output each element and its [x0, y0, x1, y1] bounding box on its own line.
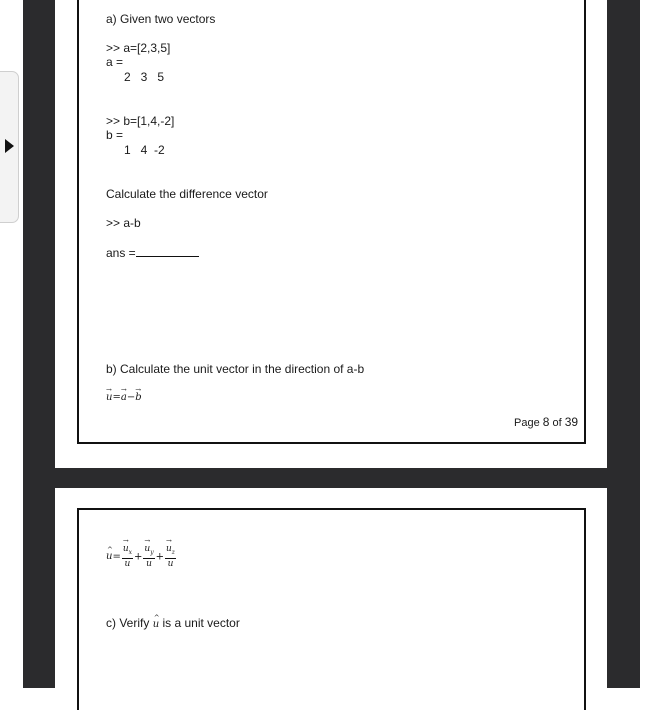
part-b-heading: b) Calculate the unit vector in the direction of a-b	[106, 362, 365, 376]
page-border	[77, 508, 586, 710]
vec-uy: → u	[144, 544, 150, 555]
part-c-suffix: is a unit vector	[159, 616, 240, 630]
a-values: 2 3 5	[124, 70, 165, 84]
plus-sign: +	[134, 551, 143, 563]
unit-vector-components-equation	[106, 544, 177, 570]
vec-ux: → u	[123, 544, 129, 555]
eq-equals: =	[112, 551, 121, 563]
vec-u: → u	[106, 391, 112, 405]
footer-of: of	[549, 417, 565, 429]
sub-y: y	[150, 548, 154, 556]
unit-vector-equation	[106, 391, 142, 405]
b-values: 1 4 -2	[124, 143, 165, 157]
command-a: >> a=[2,3,5]	[106, 41, 171, 55]
sidebar-toggle-tab[interactable]	[0, 71, 19, 223]
page-border	[77, 0, 586, 444]
answer-line	[106, 245, 199, 260]
document-page-8	[55, 0, 607, 468]
document-page-9	[55, 488, 607, 700]
footer-page-number: 8	[542, 415, 550, 429]
fraction-uy	[143, 544, 154, 570]
plus-sign: +	[155, 551, 164, 563]
answer-blank	[136, 245, 199, 257]
fraction-ux	[122, 544, 133, 570]
eq-equals: =	[112, 392, 121, 403]
part-a-heading: a) Given two vectors	[106, 12, 216, 26]
ans-label: ans =	[106, 246, 136, 260]
a-label: a =	[106, 55, 124, 69]
page-footer	[514, 415, 578, 430]
hat-u: ^ u	[106, 546, 112, 568]
vec-uz: → u	[166, 544, 172, 555]
command-b: >> b=[1,4,-2]	[106, 114, 175, 128]
part-c-prefix: c) Verify	[106, 616, 153, 630]
vec-b: → b	[135, 391, 141, 405]
denominator: u	[167, 558, 174, 569]
denominator: u	[124, 558, 131, 569]
b-label: b =	[106, 128, 124, 142]
part-c-heading	[106, 616, 240, 632]
sub-x: x	[128, 548, 133, 556]
command-diff: >> a-b	[106, 216, 141, 230]
expand-arrow-icon	[5, 139, 14, 153]
hat-u-inline: ^ u	[153, 618, 159, 632]
eq-minus: −	[126, 392, 136, 403]
vec-a: → a	[121, 391, 127, 405]
sub-z: z	[171, 548, 175, 556]
fraction-uz	[165, 544, 176, 570]
denominator: u	[146, 558, 152, 569]
calc-difference-text: Calculate the difference vector	[106, 187, 268, 201]
footer-total-pages: 39	[564, 415, 579, 429]
footer-page-word: Page	[514, 417, 543, 429]
